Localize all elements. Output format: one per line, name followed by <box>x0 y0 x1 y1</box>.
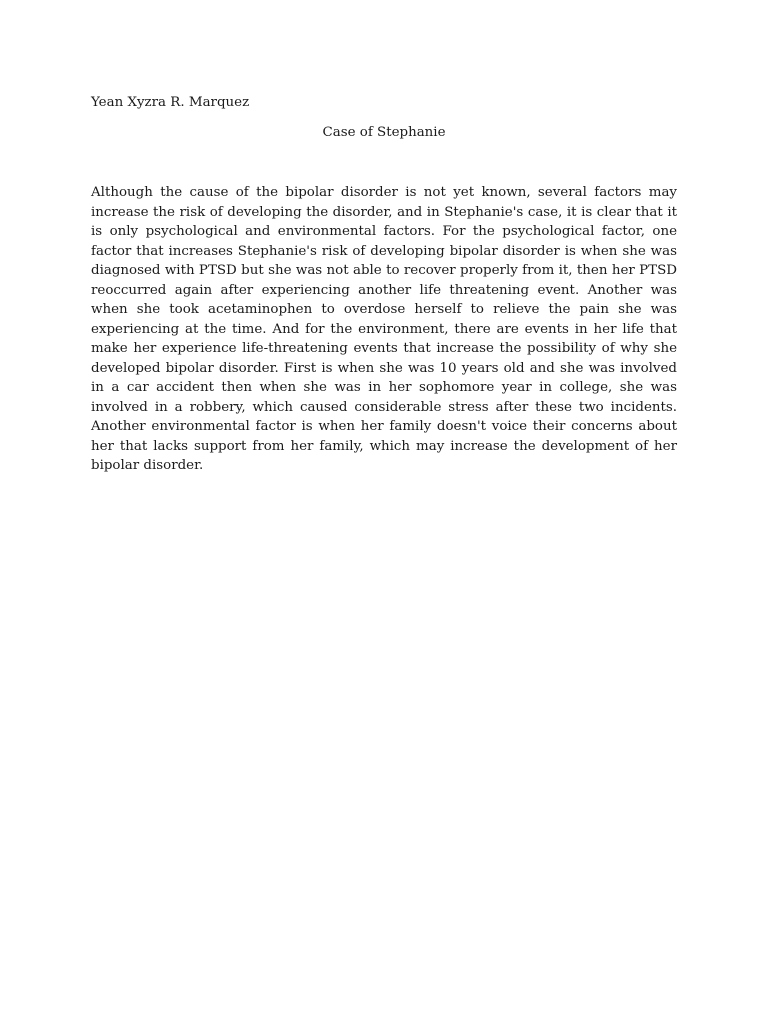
author-name: Yean Xyzra R. Marquez <box>91 95 250 110</box>
document-title: Case of Stephanie <box>322 125 446 140</box>
body-paragraph: Although the cause of the bipolar disorder is not yet known, several factors may increase the risk of developing the disorder, and in Stephanie's case, it is clear that it is only psychological and environmental factors. For the psychological factor, one factor that increases Stephanie's risk of developing bipolar disorder is when she was diagnosed with PTSD but she was not able to recover properly from it, then her PTSD reoccurred again after experiencing another life threatening event. Another was when she took acetaminophen to overdose herself to relieve the pain she was experiencing at the time. And for the environment, there are events in her life that make her experience life-threatening events that increase the possibility of why she developed bipolar disorder. First is when she was 10 years old and she was involved in a car accident then when she was in her sophomore year in college, she was involved in a robbery, which caused considerable stress after these two incidents. Another environmental factor is when her family doesn't voice their concerns about her that lacks support from her family, which may increase the development of her bipolar disorder. <box>91 185 677 473</box>
